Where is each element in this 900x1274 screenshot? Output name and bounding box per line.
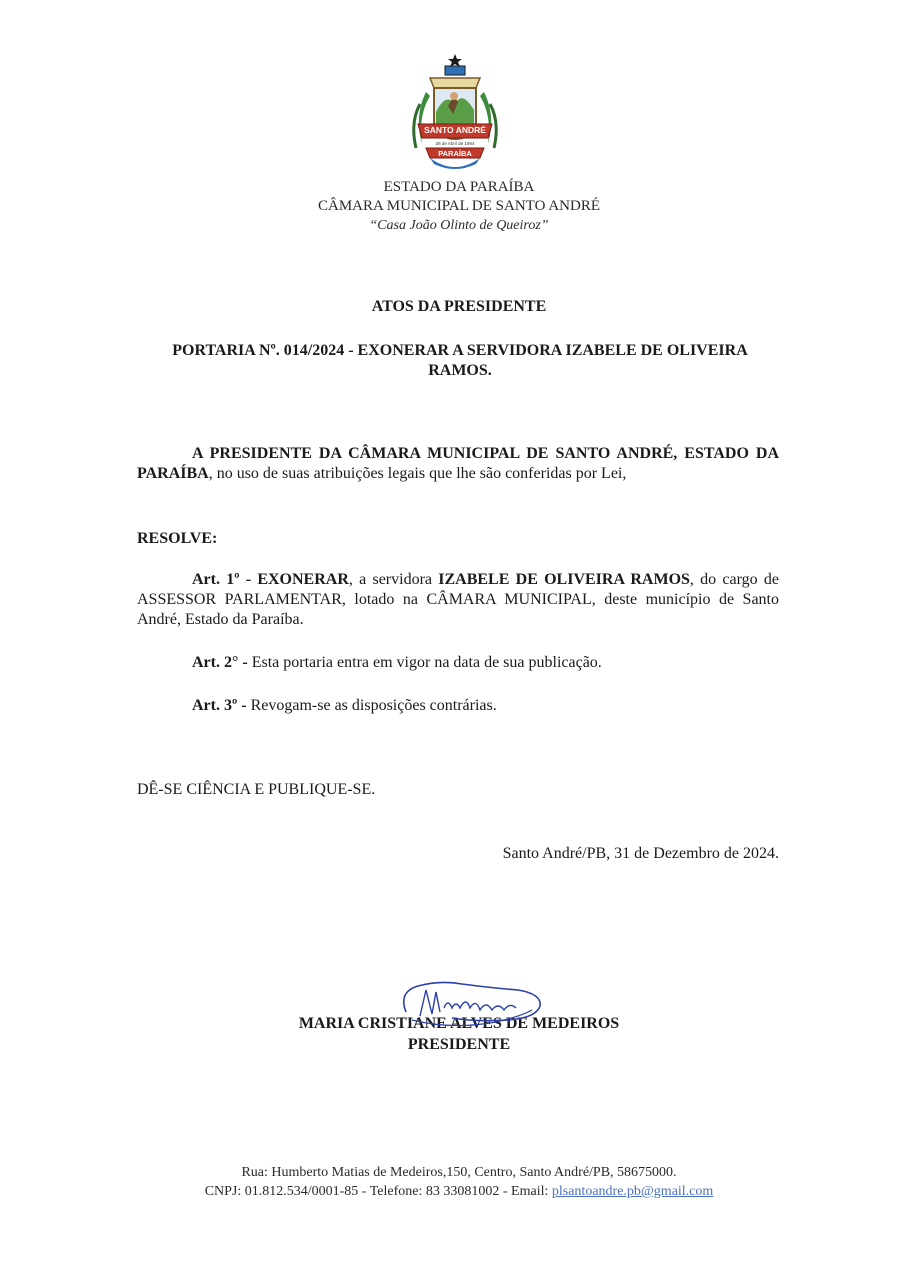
article-3 <box>137 696 779 716</box>
article-2-text: Esta portaria entra em vigor na data de sua publicação. <box>247 654 602 671</box>
closing-line: DÊ-SE CIÊNCIA E PUBLIQUE-SE. <box>137 781 376 798</box>
svg-text:SANTO ANDRÉ: SANTO ANDRÉ <box>424 125 486 135</box>
article-1-text-b: , do cargo de ASSESSOR PARLAMENTAR, lotado na CÂMARA MUNICIPAL, deste município de Santo André, Estado da Paraíba. <box>137 571 779 628</box>
portaria-title: PORTARIA Nº. 014/2024 - EXONERAR A SERVIDORA IZABELE DE OLIVEIRA RAMOS. <box>172 342 748 379</box>
resolve-heading: RESOLVE: <box>137 530 218 547</box>
article-1-text-a: , a servidora <box>348 571 439 588</box>
article-1-label: Art. 1º - <box>192 571 252 588</box>
handwritten-signature <box>392 972 552 1034</box>
chamber-name: CÂMARA MUNICIPAL DE SANTO ANDRÉ <box>318 198 600 214</box>
article-1-name: IZABELE DE OLIVEIRA RAMOS <box>438 571 690 588</box>
article-2-label: Art. 2° - <box>192 654 248 671</box>
letterhead <box>0 178 900 235</box>
preamble-bold: A PRESIDENTE DA CÂMARA MUNICIPAL DE SANTO ANDRÉ, ESTADO DA PARAÍBA <box>137 445 779 482</box>
signer-role: PRESIDENTE <box>407 1036 511 1053</box>
signer-name: MARIA CRISTIANE ALVES DE MEDEIROS <box>298 1015 620 1032</box>
svg-text:PARAÍBA: PARAÍBA <box>438 149 472 158</box>
article-1 <box>137 570 779 630</box>
section-title: ATOS DA PRESIDENTE <box>371 298 547 315</box>
svg-text:28 de Abril de 1994: 28 de Abril de 1994 <box>435 141 475 146</box>
star-icon <box>448 54 462 67</box>
footer-email-link[interactable]: plsantoandre.pb@gmail.com <box>551 1184 714 1199</box>
article-2 <box>137 653 779 673</box>
preamble-paragraph <box>137 444 779 484</box>
municipal-coat-of-arms <box>396 52 514 176</box>
article-3-label: Art. 3º - <box>192 697 247 714</box>
preamble-rest: , no uso de suas atribuições legais que lhe são conferidas por Lei, <box>208 465 627 482</box>
footer-contact <box>0 1182 900 1201</box>
footer <box>0 1163 900 1201</box>
footer-contact-prefix: CNPJ: 01.812.534/0001-85 - Telefone: 83 33081002 - Email: <box>204 1184 552 1199</box>
footer-address: Rua: Humberto Matias de Medeiros,150, Centro, Santo André/PB, 58675000. <box>241 1165 677 1180</box>
state-name: ESTADO DA PARAÍBA <box>383 179 535 195</box>
chamber-motto: “Casa João Olinto de Queiroz” <box>369 218 549 233</box>
article-3-text: Revogam-se as disposições contrárias. <box>246 697 497 714</box>
date-line: Santo André/PB, 31 de Dezembro de 2024. <box>502 845 779 862</box>
article-1-verb: EXONERAR <box>257 571 349 588</box>
